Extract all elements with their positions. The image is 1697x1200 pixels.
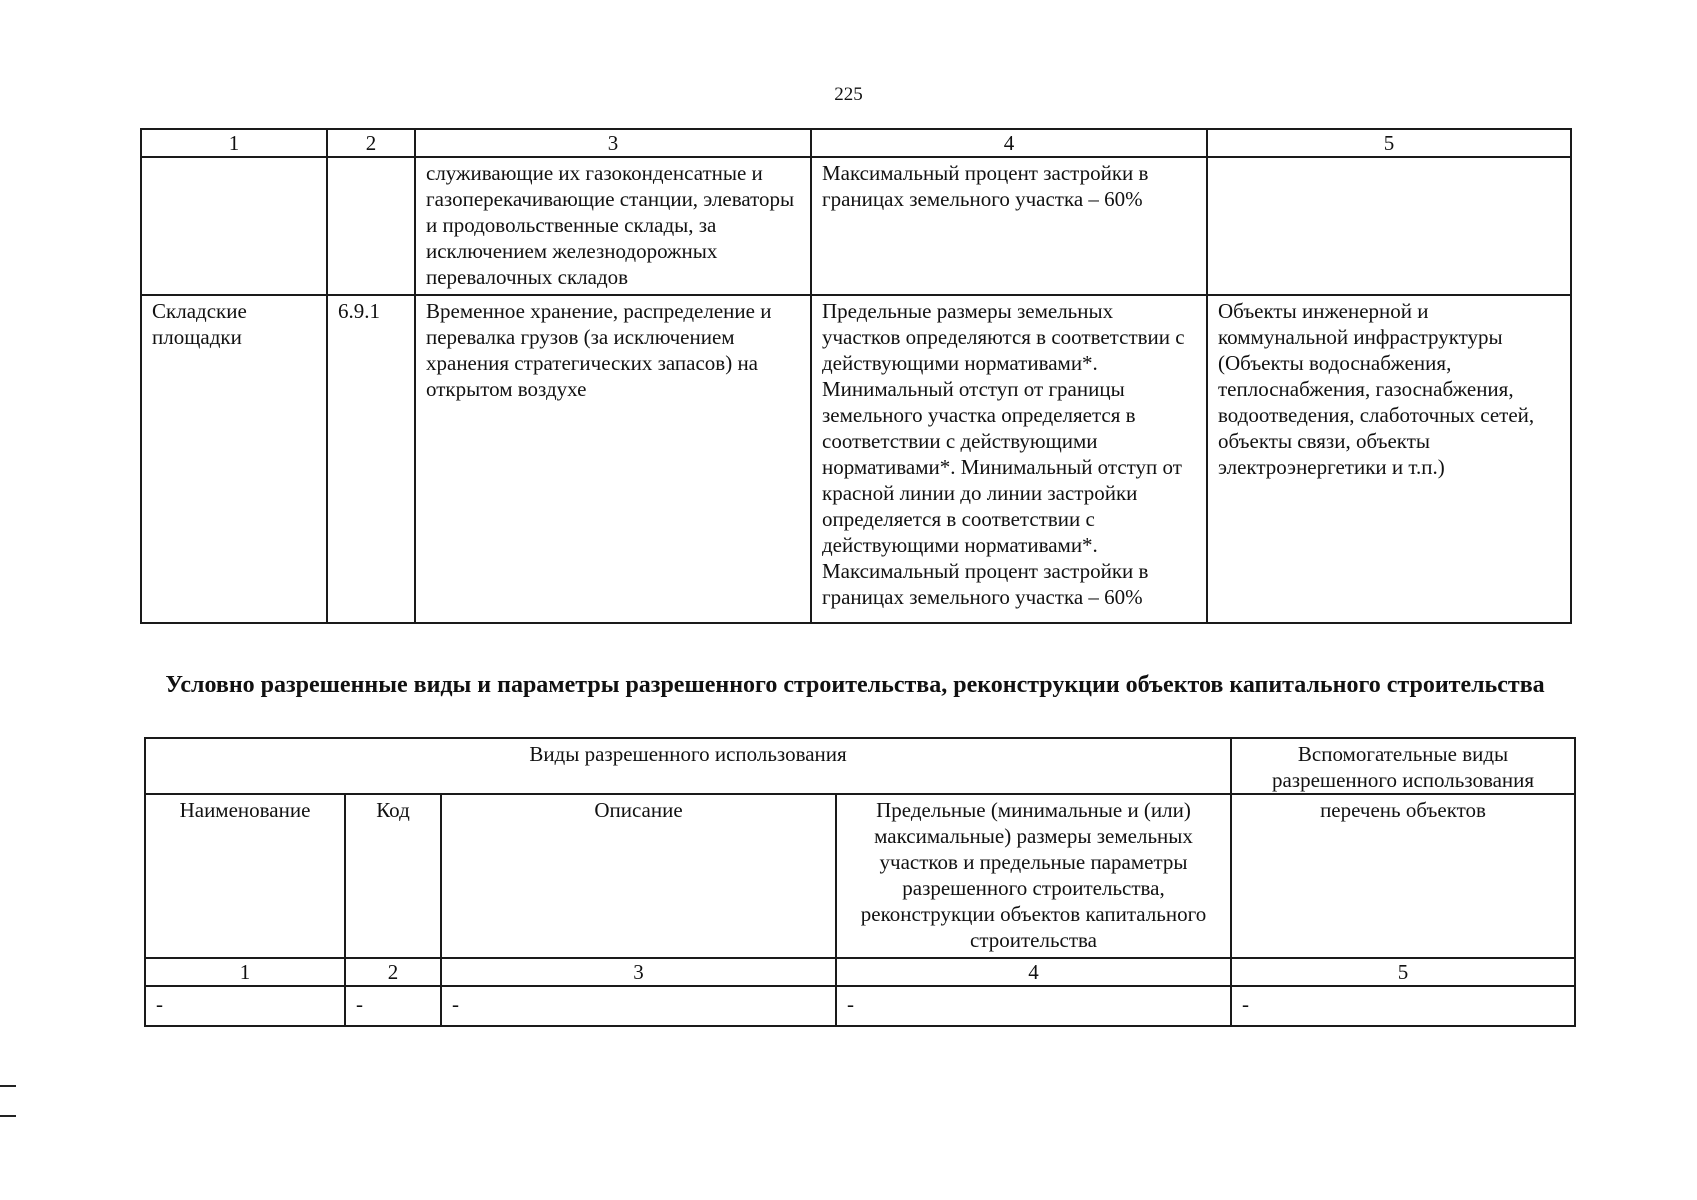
group-header-row <box>145 738 1575 794</box>
use-parameters-cell: Максимальный процент застройки в границах земельного участка – 60% <box>811 157 1207 295</box>
use-description-cell: Временное хранение, распределение и перевалка грузов (за исключением хранения стратегических запасов) на открытом воздухе <box>415 295 811 623</box>
description-column-header: Описание <box>441 794 836 958</box>
column-header-row <box>145 794 1575 958</box>
permitted-uses-header: Виды разрешенного использования <box>145 738 1231 794</box>
column-number: 1 <box>145 958 345 986</box>
scan-edge-mark <box>0 1115 16 1117</box>
column-number: 5 <box>1207 129 1571 157</box>
column-number: 2 <box>327 129 415 157</box>
empty-value-cell: - <box>441 986 836 1026</box>
column-number-row <box>145 958 1575 986</box>
table-row <box>141 295 1571 623</box>
empty-value-cell: - <box>836 986 1231 1026</box>
page-number: 225 <box>834 84 863 105</box>
column-number: 5 <box>1231 958 1575 986</box>
table-row <box>141 157 1571 295</box>
zoning-table-continued <box>140 128 1572 624</box>
table-row <box>145 986 1575 1026</box>
column-number: 4 <box>811 129 1207 157</box>
code-column-header: Код <box>345 794 441 958</box>
use-parameters-cell: Предельные размеры земельных участков определяются в соответствии с действующими нормативами*. Минимальный отступ от границы земельного участка определяется в соответствии с действующими нормативами*. Минимальный отступ от красной линии до линии застройки определяется в соответствии с действующими нормативами*. Максимальный процент застройки в границах земельного участка – 60% <box>811 295 1207 623</box>
column-number: 2 <box>345 958 441 986</box>
name-column-header: Наименование <box>145 794 345 958</box>
empty-value-cell: - <box>1231 986 1575 1026</box>
column-number-row <box>141 129 1571 157</box>
section-title: Условно разрешенные виды и параметры разрешенного строительства, реконструкции объектов капитального строительства <box>165 672 1545 698</box>
empty-value-cell: - <box>345 986 441 1026</box>
use-code-cell: 6.9.1 <box>327 295 415 623</box>
auxiliary-uses-cell <box>1207 157 1571 295</box>
use-name-cell: Складские площадки <box>141 295 327 623</box>
auxiliary-uses-cell: Объекты инженерной и коммунальной инфраструктуры (Объекты водоснабжения, теплоснабжения, газоснабжения, водоотведения, слаботочных сетей, объекты связи, объекты электроэнергетики и т.п.) <box>1207 295 1571 623</box>
objects-list-column-header: перечень объектов <box>1231 794 1575 958</box>
auxiliary-uses-header: Вспомогательные виды разрешенного использования <box>1231 738 1575 794</box>
column-number: 3 <box>441 958 836 986</box>
use-name-cell <box>141 157 327 295</box>
conditional-uses-table <box>144 737 1576 1027</box>
column-number: 1 <box>141 129 327 157</box>
column-number: 3 <box>415 129 811 157</box>
parameters-column-header: Предельные (минимальные и (или) максимальные) размеры земельных участков и предельные параметры разрешенного строительства, реконструкции объектов капитального строительства <box>836 794 1231 958</box>
empty-value-cell: - <box>145 986 345 1026</box>
column-number: 4 <box>836 958 1231 986</box>
scan-edge-mark <box>0 1085 16 1087</box>
use-description-cell: служивающие их газоконденсатные и газоперекачивающие станции, элеваторы и продовольственные склады, за исключением железнодорожных перевалочных складов <box>415 157 811 295</box>
use-code-cell <box>327 157 415 295</box>
